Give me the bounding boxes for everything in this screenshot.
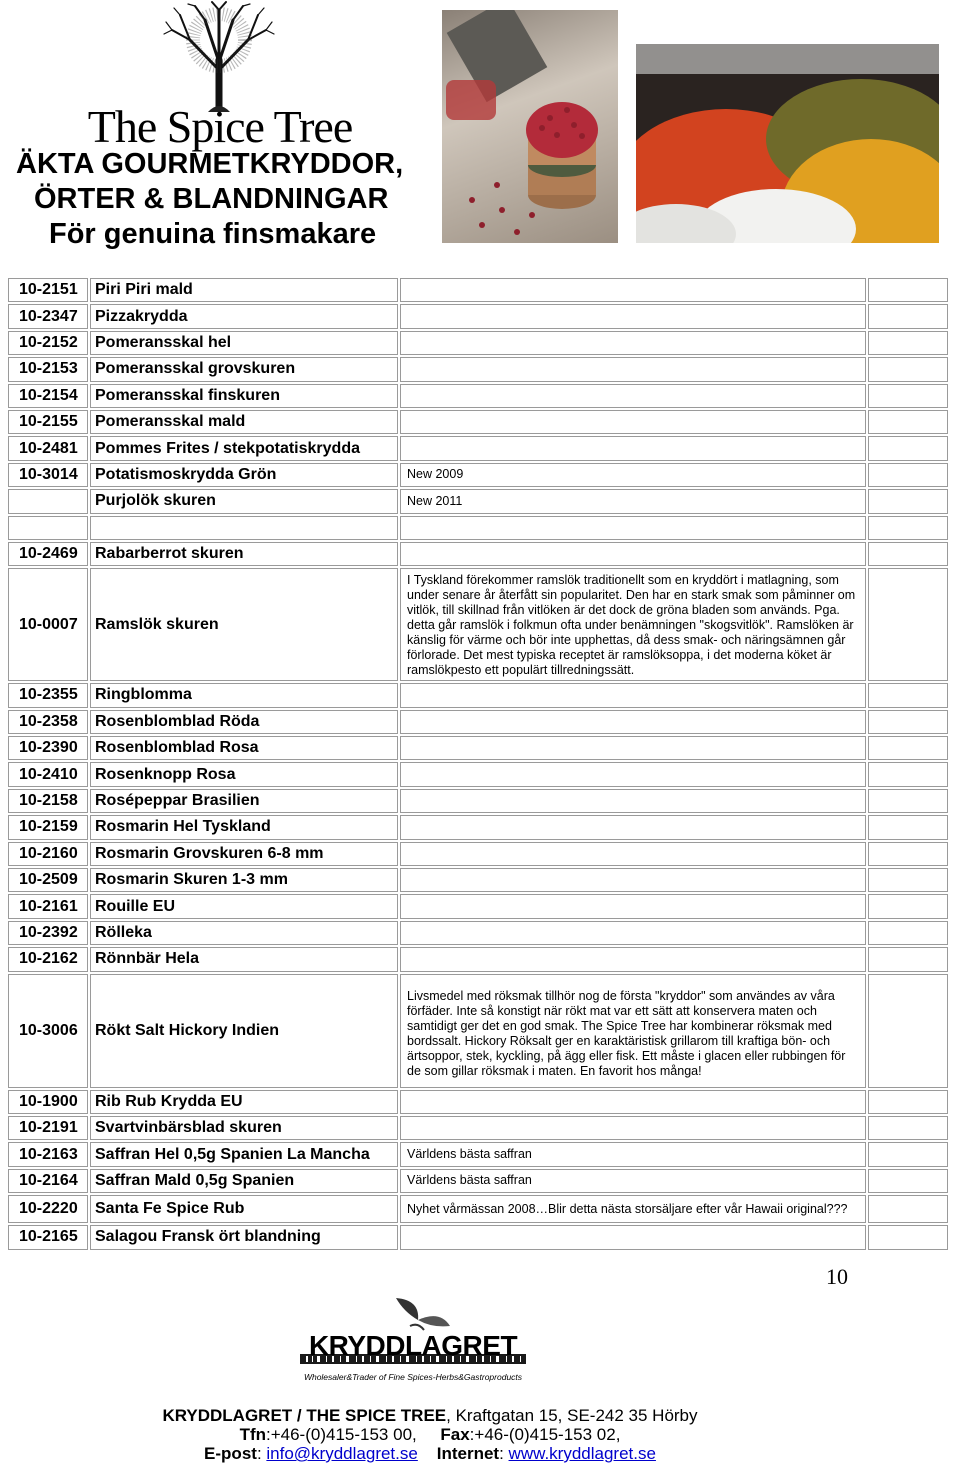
empty-cell <box>868 516 948 540</box>
table-row <box>8 815 948 839</box>
product-note: I Tyskland förekommer ramslök traditionellt som en kryddört i matlagning, som under senare år återfått sin popularitet. Den har en stark smak som påminner om vitlök, till skillnad från vitlöken är det dock de gröna bladen som används. Pga. detta går ramslök i folkmun ofta under benämningen "skogsvitlök". Ramslöken är känslig för värme och bör inte upphettas, då dess smak- och näringsämnen går förlorade. Det mest typiska receptet är ramslöksoppa, i det moderna köket är ramslökpesto ett populärt tillredningssätt. <box>400 568 866 681</box>
empty-cell <box>868 1116 948 1140</box>
product-name: Pizzakrydda <box>90 304 398 328</box>
empty-cell <box>868 278 948 302</box>
product-note <box>400 683 866 707</box>
table-row <box>8 868 948 892</box>
footer-tfn-value: :+46-(0)415-153 00, <box>266 1425 417 1444</box>
product-code: 10-2165 <box>8 1225 88 1249</box>
empty-cell <box>868 410 948 434</box>
empty-cell <box>868 542 948 566</box>
footer-company: KRYDDLAGRET / THE SPICE TREE <box>162 1406 447 1425</box>
product-name: Rölleka <box>90 921 398 945</box>
empty-cell <box>868 683 948 707</box>
product-name: Rabarberrot skuren <box>90 542 398 566</box>
empty-cell <box>868 384 948 408</box>
empty-cell <box>868 436 948 460</box>
footer-tfn-label: Tfn <box>239 1425 266 1444</box>
product-name: Saffran Hel 0,5g Spanien La Mancha <box>90 1142 398 1166</box>
product-table <box>6 276 950 1252</box>
product-note: Världens bästa saffran <box>400 1169 866 1193</box>
product-code: 10-0007 <box>8 568 88 681</box>
product-name: Rosmarin Skuren 1-3 mm <box>90 868 398 892</box>
product-note <box>400 542 866 566</box>
product-name: Rosenknopp Rosa <box>90 762 398 786</box>
product-name: Saffran Mald 0,5g Spanien <box>90 1169 398 1193</box>
product-code <box>8 489 88 513</box>
empty-cell <box>868 357 948 381</box>
empty-cell <box>868 762 948 786</box>
product-code: 10-2154 <box>8 384 88 408</box>
product-note <box>400 410 866 434</box>
product-code: 10-1900 <box>8 1090 88 1114</box>
table-row <box>8 1195 948 1223</box>
product-name: Rönnbär Hela <box>90 947 398 971</box>
product-name: Rosépeppar Brasilien <box>90 789 398 813</box>
table-row <box>8 789 948 813</box>
empty-cell <box>868 489 948 513</box>
footer-fax-label: Fax <box>440 1425 470 1444</box>
table-row <box>8 542 948 566</box>
empty-cell <box>868 974 948 1088</box>
product-note <box>400 736 866 760</box>
empty-cell <box>868 1090 948 1114</box>
empty-cell <box>868 921 948 945</box>
table-row <box>8 1142 948 1166</box>
empty-cell <box>868 736 948 760</box>
product-note <box>400 947 866 971</box>
table-row <box>8 974 948 1088</box>
product-note <box>400 1225 866 1249</box>
product-note <box>400 762 866 786</box>
product-name: Rökt Salt Hickory Indien <box>90 974 398 1088</box>
product-note <box>400 921 866 945</box>
footer-website-link[interactable]: www.kryddlagret.se <box>508 1444 656 1463</box>
table-row <box>8 489 948 513</box>
product-code: 10-2481 <box>8 436 88 460</box>
table-row <box>8 762 948 786</box>
headline-line-1: ÄKTA GOURMETKRYDDOR, <box>16 148 404 180</box>
empty-cell <box>868 1142 948 1166</box>
product-name: Salagou Fransk ört blandning <box>90 1225 398 1249</box>
product-name: Rosenblomblad Rosa <box>90 736 398 760</box>
product-note <box>400 789 866 813</box>
product-note <box>400 357 866 381</box>
empty-cell <box>868 463 948 487</box>
product-name: Pomeransskal mald <box>90 410 398 434</box>
footer-address-line <box>0 1406 860 1426</box>
product-code: 10-2162 <box>8 947 88 971</box>
product-name: Ringblomma <box>90 683 398 707</box>
spice-piles-photo <box>636 44 939 243</box>
empty-cell <box>868 947 948 971</box>
table-row <box>8 842 948 866</box>
product-code: 10-2509 <box>8 868 88 892</box>
empty-cell <box>868 331 948 355</box>
kryddlagret-tagline: Wholesaler&Trader of Fine Spices-Herbs&Gastroproducts <box>303 1372 523 1382</box>
product-code: 10-2410 <box>8 762 88 786</box>
table-row <box>8 710 948 734</box>
empty-cell <box>868 1169 948 1193</box>
table-row <box>8 568 948 681</box>
product-code: 10-2392 <box>8 921 88 945</box>
product-code: 10-2355 <box>8 683 88 707</box>
footer-address: , Kraftgatan 15, SE-242 35 Hörby <box>446 1406 698 1425</box>
table-row <box>8 357 948 381</box>
product-note <box>400 868 866 892</box>
product-code: 10-2153 <box>8 357 88 381</box>
empty-cell <box>868 789 948 813</box>
product-note: Livsmedel med röksmak tillhör nog de första "kryddor" som användes av våra förfäder. Inte så konstigt när rökt mat var ett sätt att konservera maten och samtidigt ger det en god smak. The Spice Tree har kombinerar röksmak med bordssalt. Hickory Röksalt ger en karaktäristisk grillarom till kraftiga bön- och ärtsoppor, stek, kyckling, på ägg eller fisk. Ett måste i glacen eller rubbingen för de som gillar röksmak i maten. En favorit hos många! <box>400 974 866 1088</box>
product-note: New 2011 <box>400 489 866 513</box>
table-row <box>8 947 948 971</box>
table-row <box>8 516 948 540</box>
headline-line-3: För genuina finsmakare <box>49 218 377 250</box>
product-name: Rib Rub Krydda EU <box>90 1090 398 1114</box>
product-name: Rouille EU <box>90 894 398 918</box>
product-name: Svartvinbärsblad skuren <box>90 1116 398 1140</box>
footer-email-link[interactable]: info@kryddlagret.se <box>266 1444 418 1463</box>
product-note <box>400 710 866 734</box>
product-code: 10-2390 <box>8 736 88 760</box>
product-code: 10-2158 <box>8 789 88 813</box>
product-name: Purjolök skuren <box>90 489 398 513</box>
product-code: 10-3006 <box>8 974 88 1088</box>
table-row <box>8 1169 948 1193</box>
product-code: 10-3014 <box>8 463 88 487</box>
product-code: 10-2163 <box>8 1142 88 1166</box>
product-note: Nyhet vårmässan 2008…Blir detta nästa storsäljare efter vår Hawaii original??? <box>400 1195 866 1223</box>
product-note <box>400 815 866 839</box>
product-note <box>400 278 866 302</box>
empty-cell <box>868 568 948 681</box>
empty-cell <box>868 710 948 734</box>
product-code: 10-2469 <box>8 542 88 566</box>
product-note <box>400 894 866 918</box>
product-name: Pomeransskal grovskuren <box>90 357 398 381</box>
spice-tree-logo-text: The Spice Tree <box>87 101 353 152</box>
product-name <box>90 516 398 540</box>
product-name: Pomeransskal hel <box>90 331 398 355</box>
product-note <box>400 1090 866 1114</box>
product-name: Piri Piri mald <box>90 278 398 302</box>
footer-phone-line <box>0 1425 860 1445</box>
product-name: Pommes Frites / stekpotatiskrydda <box>90 436 398 460</box>
product-note: New 2009 <box>400 463 866 487</box>
table-row <box>8 410 948 434</box>
product-code: 10-2347 <box>8 304 88 328</box>
empty-cell <box>868 894 948 918</box>
product-note <box>400 842 866 866</box>
empty-cell <box>868 815 948 839</box>
table-row <box>8 384 948 408</box>
table-row <box>8 331 948 355</box>
product-name: Rosenblomblad Röda <box>90 710 398 734</box>
table-row <box>8 1225 948 1249</box>
product-name: Potatismoskrydda Grön <box>90 463 398 487</box>
table-row <box>8 736 948 760</box>
table-row <box>8 436 948 460</box>
product-name: Pomeransskal finskuren <box>90 384 398 408</box>
product-name: Ramslök skuren <box>90 568 398 681</box>
product-note <box>400 436 866 460</box>
table-row <box>8 278 948 302</box>
product-note <box>400 1116 866 1140</box>
spice-tree-logo-icon <box>160 0 278 112</box>
page-number: 10 <box>826 1264 848 1289</box>
product-note <box>400 516 866 540</box>
product-code: 10-2151 <box>8 278 88 302</box>
product-note <box>400 331 866 355</box>
table-row <box>8 304 948 328</box>
product-code: 10-2160 <box>8 842 88 866</box>
product-code: 10-2358 <box>8 710 88 734</box>
product-code: 10-2220 <box>8 1195 88 1223</box>
product-code: 10-2155 <box>8 410 88 434</box>
product-name: Santa Fe Spice Rub <box>90 1195 398 1223</box>
product-note <box>400 384 866 408</box>
footer-contact-line: E-post: info@kryddlagret.se Internet: www.kryddlagret.se <box>204 1444 656 1463</box>
product-code: 10-2164 <box>8 1169 88 1193</box>
product-name: Rosmarin Grovskuren 6-8 mm <box>90 842 398 866</box>
product-note <box>400 304 866 328</box>
empty-cell <box>868 1195 948 1223</box>
headline-line-2: ÖRTER & BLANDNINGAR <box>34 183 389 215</box>
product-code: 10-2191 <box>8 1116 88 1140</box>
kryddlagret-logo-text: KRYDDLAGRET <box>308 1330 518 1361</box>
peppercorn-photo <box>442 10 618 243</box>
product-code: 10-2161 <box>8 894 88 918</box>
empty-cell <box>868 1225 948 1249</box>
product-note: Världens bästa saffran <box>400 1142 866 1166</box>
empty-cell <box>868 868 948 892</box>
table-row <box>8 1116 948 1140</box>
table-row <box>8 463 948 487</box>
product-code: 10-2159 <box>8 815 88 839</box>
footer-email-label: E-post <box>204 1444 257 1463</box>
table-row <box>8 1090 948 1114</box>
table-row <box>8 921 948 945</box>
table-row <box>8 894 948 918</box>
table-row <box>8 683 948 707</box>
empty-cell <box>868 842 948 866</box>
product-code <box>8 516 88 540</box>
empty-cell <box>868 304 948 328</box>
product-code: 10-2152 <box>8 331 88 355</box>
footer-internet-label: Internet <box>436 1444 500 1463</box>
footer-fax-value: :+46-(0)415-153 02, <box>469 1425 621 1444</box>
product-name: Rosmarin Hel Tyskland <box>90 815 398 839</box>
